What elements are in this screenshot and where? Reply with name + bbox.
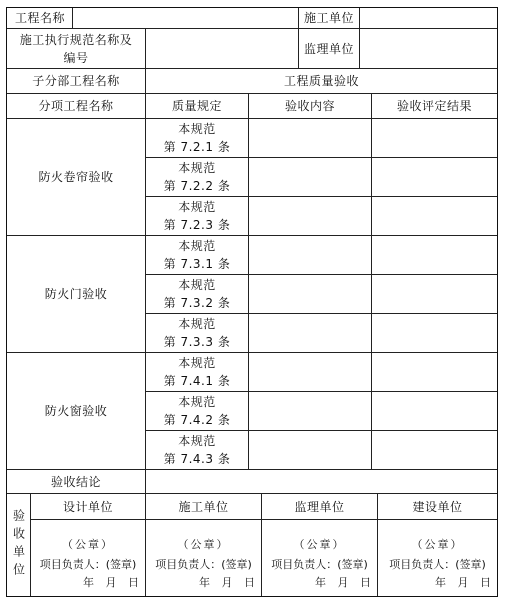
owner-unit-name: 建设单位 bbox=[412, 499, 463, 514]
rule-line2: 第 7.2.3 条 bbox=[163, 218, 231, 232]
supervision-unit-signature-cell[interactable] bbox=[261, 519, 378, 597]
column-header-inspection-content-text: 验收内容 bbox=[284, 99, 335, 113]
supervision-unit-label bbox=[298, 28, 360, 69]
rule-line1: 本规范 bbox=[178, 356, 216, 370]
supervision-unit-label-text: 监理单位 bbox=[303, 41, 354, 56]
acceptance-units-label bbox=[6, 493, 31, 597]
date-text: 年 月 日 bbox=[315, 576, 371, 589]
acceptance-form bbox=[6, 7, 498, 597]
group-name-cell bbox=[6, 352, 146, 470]
supervision-unit-value[interactable] bbox=[359, 28, 498, 69]
standard-label-line2: 编号 bbox=[63, 50, 89, 65]
design-unit-name: 设计单位 bbox=[62, 499, 113, 514]
conclusion-label-text: 验收结论 bbox=[50, 474, 101, 489]
rule-cell bbox=[145, 118, 249, 158]
sub-project-label bbox=[6, 68, 146, 94]
rule-line2: 第 7.4.3 条 bbox=[163, 452, 231, 466]
rule-line2: 第 7.4.2 条 bbox=[163, 413, 231, 427]
sub-project-label-text: 子分部工程名称 bbox=[32, 74, 120, 88]
rule-cell bbox=[145, 235, 249, 275]
quality-acceptance-label-text: 工程质量验收 bbox=[283, 74, 359, 88]
group-name-text: 防火门验收 bbox=[44, 287, 108, 301]
rule-line1: 本规范 bbox=[178, 278, 216, 292]
evaluation-result-cell[interactable] bbox=[371, 391, 498, 431]
signer-text: 项目负责人：(签章) bbox=[155, 558, 252, 571]
column-header-item-name-text: 分项工程名称 bbox=[38, 99, 114, 113]
supervision-unit-name: 监理单位 bbox=[294, 499, 345, 514]
rule-line1: 本规范 bbox=[178, 122, 216, 136]
construction-unit-label-text: 施工单位 bbox=[303, 11, 354, 25]
construction-unit-signature-cell[interactable] bbox=[145, 519, 262, 597]
seal-text: （公章） bbox=[293, 538, 346, 551]
conclusion-value[interactable] bbox=[145, 469, 498, 494]
evaluation-result-cell[interactable] bbox=[371, 352, 498, 392]
project-name-label-text: 工程名称 bbox=[15, 11, 66, 25]
acceptance-units-label-text: 验收单位 bbox=[11, 509, 26, 581]
design-unit-header bbox=[30, 493, 146, 520]
inspection-content-cell[interactable] bbox=[248, 313, 372, 353]
signer-text: 项目负责人：(签章) bbox=[39, 558, 137, 571]
evaluation-result-cell[interactable] bbox=[371, 118, 498, 158]
date-text: 年 月 日 bbox=[199, 576, 255, 589]
inspection-content-cell[interactable] bbox=[248, 430, 372, 470]
rule-line1: 本规范 bbox=[178, 395, 216, 409]
column-header-evaluation-result bbox=[371, 93, 498, 119]
standard-label bbox=[6, 28, 146, 69]
rule-cell bbox=[145, 430, 249, 470]
rule-line2: 第 7.3.2 条 bbox=[163, 296, 231, 310]
column-header-evaluation-result-text: 验收评定结果 bbox=[396, 99, 472, 113]
rule-line2: 第 7.2.2 条 bbox=[163, 179, 231, 193]
rule-cell bbox=[145, 313, 249, 353]
evaluation-result-cell[interactable] bbox=[371, 430, 498, 470]
inspection-content-cell[interactable] bbox=[248, 118, 372, 158]
supervision-unit-header bbox=[261, 493, 378, 520]
construction-unit-name: 施工单位 bbox=[178, 499, 229, 514]
inspection-content-cell[interactable] bbox=[248, 391, 372, 431]
standard-label-line1: 施工执行规范名称及 bbox=[19, 32, 133, 47]
evaluation-result-cell[interactable] bbox=[371, 196, 498, 236]
evaluation-result-cell[interactable] bbox=[371, 313, 498, 353]
owner-unit-header bbox=[377, 493, 498, 520]
inspection-content-cell[interactable] bbox=[248, 274, 372, 314]
rule-cell bbox=[145, 391, 249, 431]
rule-line2: 第 7.3.1 条 bbox=[163, 257, 231, 271]
inspection-content-cell[interactable] bbox=[248, 235, 372, 275]
construction-unit-label bbox=[298, 7, 360, 29]
rule-cell bbox=[145, 157, 249, 197]
rule-line1: 本规范 bbox=[178, 161, 216, 175]
rule-line2: 第 7.4.1 条 bbox=[163, 374, 231, 388]
signer-text: 项目负责人：(签章) bbox=[389, 558, 486, 571]
rule-cell bbox=[145, 352, 249, 392]
seal-text: （公章） bbox=[62, 538, 114, 551]
construction-unit-value[interactable] bbox=[359, 7, 498, 29]
inspection-content-cell[interactable] bbox=[248, 352, 372, 392]
seal-text: （公章） bbox=[177, 538, 230, 551]
column-header-item-name bbox=[6, 93, 146, 119]
rule-line1: 本规范 bbox=[178, 200, 216, 214]
evaluation-result-cell[interactable] bbox=[371, 157, 498, 197]
group-name-cell bbox=[6, 118, 146, 236]
rule-line1: 本规范 bbox=[178, 434, 216, 448]
evaluation-result-cell[interactable] bbox=[371, 274, 498, 314]
column-header-quality-rule-text: 质量规定 bbox=[171, 99, 222, 113]
design-unit-signature-cell[interactable] bbox=[30, 519, 146, 597]
project-name-label bbox=[6, 7, 73, 29]
rule-line2: 第 7.3.3 条 bbox=[163, 335, 231, 349]
evaluation-result-cell[interactable] bbox=[371, 235, 498, 275]
rule-line1: 本规范 bbox=[178, 317, 216, 331]
seal-text: （公章） bbox=[411, 538, 464, 551]
date-text: 年 月 日 bbox=[83, 576, 139, 589]
quality-acceptance-label bbox=[145, 68, 498, 94]
construction-unit-header bbox=[145, 493, 262, 520]
column-header-quality-rule bbox=[145, 93, 249, 119]
rule-cell bbox=[145, 196, 249, 236]
rule-cell bbox=[145, 274, 249, 314]
rule-line2: 第 7.2.1 条 bbox=[163, 140, 231, 154]
rule-line1: 本规范 bbox=[178, 239, 216, 253]
date-text: 年 月 日 bbox=[435, 576, 491, 589]
group-name-text: 防火卷帘验收 bbox=[38, 170, 114, 184]
owner-unit-signature-cell[interactable] bbox=[377, 519, 498, 597]
inspection-content-cell[interactable] bbox=[248, 196, 372, 236]
standard-value[interactable] bbox=[145, 28, 299, 69]
group-name-text: 防火窗验收 bbox=[44, 404, 108, 418]
conclusion-label bbox=[6, 469, 146, 494]
signer-text: 项目负责人：(签章) bbox=[271, 558, 368, 571]
inspection-content-cell[interactable] bbox=[248, 157, 372, 197]
project-name-value[interactable] bbox=[72, 7, 299, 29]
group-name-cell bbox=[6, 235, 146, 353]
column-header-inspection-content bbox=[248, 93, 372, 119]
